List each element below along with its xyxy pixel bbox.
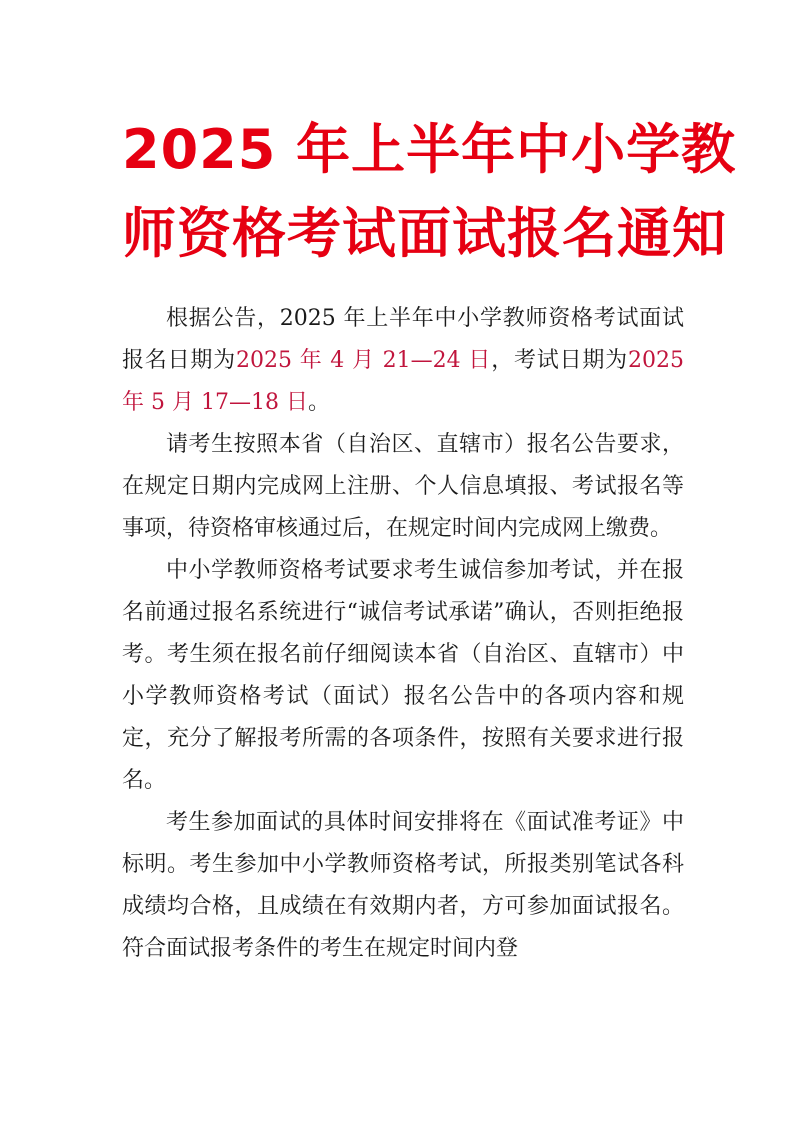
p1-text-b: ，考试日期为 [491,348,628,373]
registration-date: 2025 年 4 月 21—24 日 [235,348,492,373]
title-line-2: 师资格考试面试报名通知 [122,202,727,265]
p1-text-a: 根据公告，2025 年上半年中小学教师资格考试面试报名日期为 [122,306,684,373]
paragraph-interview-schedule: 考生参加面试的具体时间安排将在《面试准考证》中标明。考生参加中小学教师资格考试，所报类别笔试各科成绩均合格，且成绩在有效期内者，方可参加面试报名。符合面试报考条件的考生在规定时间内登 [122,810,684,961]
paragraph-registration-dates [122,298,684,424]
p1-text-c: 。 [307,390,330,415]
exam-date: 2025 年 5 月 17—18 日 [122,348,684,415]
title-line-1: 2025 年上半年中小学教 [122,118,737,181]
notice-body [122,298,684,970]
paragraph-registration-steps: 请考生按照本省（自治区、直辖市）报名公告要求，在规定日期内完成网上注册、个人信息填报、考试报名等事项，待资格审核通过后，在规定时间内完成网上缴费。 [122,432,684,541]
paragraph-integrity-pledge: 中小学教师资格考试要求考生诚信参加考试，并在报名前通过报名系统进行“诚信考试承诺”确认，否则拒绝报考。考生须在报名前仔细阅读本省（自治区、直辖市）中小学教师资格考试（面试）报名公告中的各项内容和规定，充分了解报考所需的各项条件，按照有关要求进行报名。 [122,558,684,793]
notice-title [122,108,737,276]
